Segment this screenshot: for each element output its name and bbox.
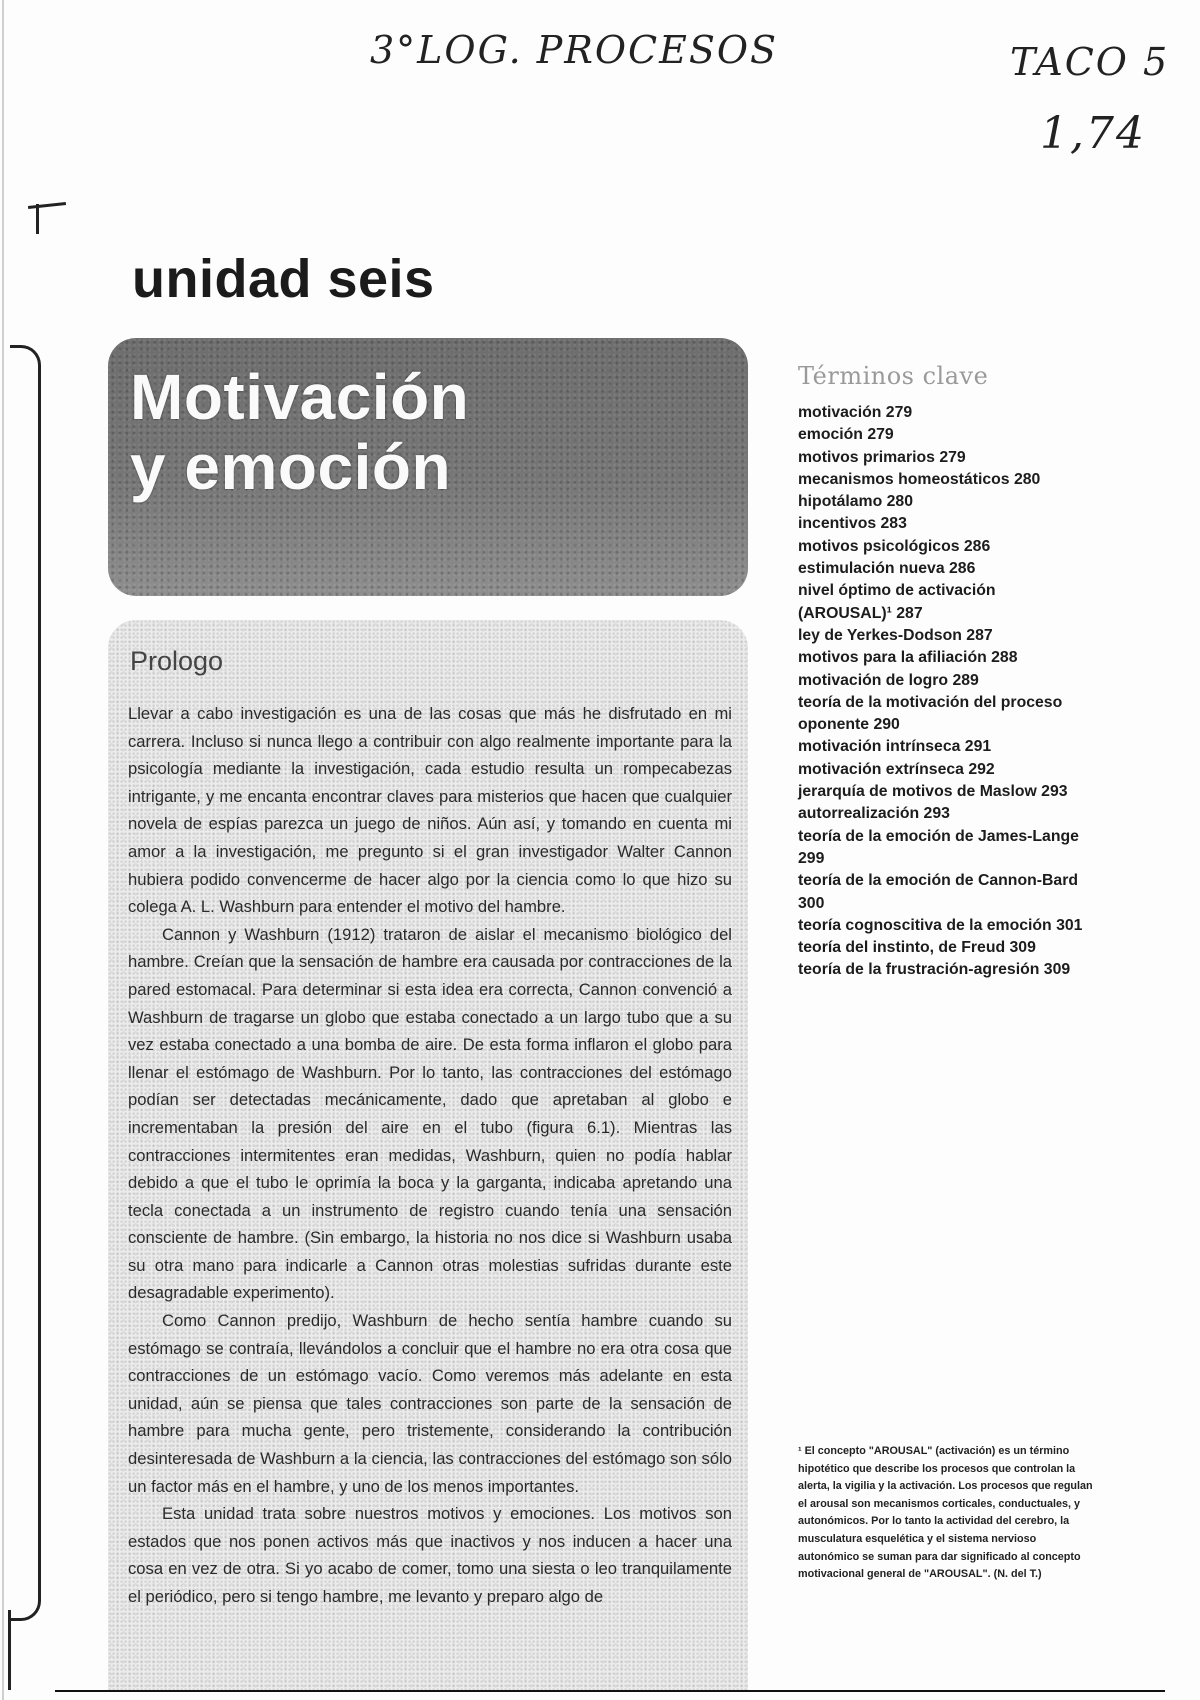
bottom-rule [55, 1690, 1165, 1692]
key-terms-list [798, 402, 1168, 982]
prologue-paragraph: Cannon y Washburn (1912) trataron de aislar el mecanismo biológico del hambre. Creían que la sensación de hambre era causada por contracciones de la pared estomacal. Para determinar si esta idea era correcta, Cannon convenció a Washburn de tragarse un globo que estaba conectado a un largo tubo que a su vez estaba conectado a una bomba de aire. De esta forma inflaron el globo para llenar el estómago de Washburn. Por lo tanto, las contracciones del estómago podían ser detectadas mecánicamente, dado que apretaban al globo e incrementaban la presión del aire en el tubo (figura 6.1). Mientras las contracciones intermitentes eran medidas, Washburn, quien no podía hablar debido a que el tubo le oprimía la boca y la garganta, indicaba apretando una tecla conectada a un instrumento de registro cuando tenía una sensación consciente de hambre. (Sin embargo, la historia no nos dice si Washburn usaba su otra mano para indicarle a Cannon otras molestias sufridas durante este desagradable experimento). [128, 924, 732, 1303]
prologue-paragraph: Como Cannon predijo, Washburn de hecho sentía hambre cuando su estómago se contraía, llevándolos a concluir que el hambre no era otra cosa que contracciones de un estómago vacío. Como veremos más adelante en esta unidad, aún se piensa que tales contracciones son parte de la sensación de hambre para mucha gente, pero tristemente, considerando la contribución desinteresada de Washburn a la ciencia, las contracciones del estómago son sólo un factor más en el hambre, y uno de los menos importantes. [128, 1311, 732, 1496]
handwritten-bracket [10, 345, 41, 1621]
key-term-item: emoción 279 [798, 426, 894, 444]
key-term-item: nivel óptimo de activación [798, 582, 996, 600]
key-term-item: motivos primarios 279 [798, 448, 966, 466]
handwritten-corner-mark [28, 198, 68, 238]
key-term-item: incentivos 283 [798, 515, 907, 533]
key-term-item: hipotálamo 280 [798, 493, 913, 511]
handwritten-taco-note: TACO 5 [1010, 40, 1170, 84]
translator-footnote: ¹ El concepto "AROUSAL" (activación) es un término hipotético que describe los procesos que controlan la alerta, la vigilia y la activación. Los procesos que regulan el arousal son mecanismos corticales, conductuales, y autonómicos. Por lo tanto la actividad del cerebro, la musculatura esquelética y el sistema nervioso autonómico se suman para dar significado al concepto motivacional general de "AROUSAL". (N. del T.) [798, 1445, 1093, 1581]
prologue-text [128, 700, 732, 1611]
chapter-title-line-2: y emoción [130, 431, 452, 503]
key-term-item: autorrealización 293 [798, 805, 950, 823]
prologue-paragraph: Llevar a cabo investigación es una de las cosas que más he disfrutado en mi carrera. Incluso si nunca llego a contribuir con algo realmente importante para la psicología mediante la investigación, cada estudio resulta un rompecabezas intrigante, y me encanta encontrar claves para misterios que hacen que cualquier novela de espías parezca un juego de niños. Aún así, y tomando en cuenta mi amor a la investigación, me pregunto si el gran investigador Walter Cannon hubiera podido convencerme de hacer algo por la ciencia como lo que hizo su colega A. L. Washburn para entender el motivo del hambre. [128, 704, 732, 917]
chapter-title-line-1: Motivación [130, 361, 470, 433]
key-term-item: jerarquía de motivos de Maslow 293 [798, 783, 1068, 801]
key-term-item: teoría de la motivación del proceso [798, 693, 1063, 711]
key-term-item: estimulación nueva 286 [798, 560, 976, 578]
handwritten-bracket-tick [8, 1610, 11, 1690]
unit-label: unidad seis [132, 249, 435, 309]
handwritten-number-note: 1,74 [1040, 108, 1146, 159]
key-term-item: motivos para la afiliación 288 [798, 649, 1018, 667]
key-term-item: 299 [798, 849, 825, 867]
key-term-item: motivación 279 [798, 404, 913, 421]
key-term-item: mecanismos homeostáticos 280 [798, 470, 1041, 488]
key-term-item: teoría de la emoción de Cannon-Bard [798, 872, 1079, 890]
key-term-item: teoría del instinto, de Freud 309 [798, 939, 1036, 957]
key-term-item: motivación de logro 289 [798, 671, 979, 689]
key-term-item: motivación extrínseca 292 [798, 760, 995, 778]
key-term-item: (AROUSAL)¹ 287 [798, 604, 923, 622]
handwritten-course-note: 3°LOG. PROCESOS [370, 28, 779, 72]
page-left-edge [2, 0, 4, 1700]
key-term-item: 300 [798, 894, 825, 912]
key-terms-sidebar [798, 362, 1168, 982]
key-terms-heading: Términos clave [798, 362, 989, 390]
key-term-item: teoría de la frustración-agresión 309 [798, 961, 1071, 979]
prologue-heading: Prologo [130, 646, 224, 676]
chapter-title-box [108, 338, 748, 596]
key-term-item: motivación intrínseca 291 [798, 738, 992, 756]
key-term-item: teoría cognoscitiva de la emoción 301 [798, 916, 1083, 934]
prologue-paragraph: Esta unidad trata sobre nuestros motivos y emociones. Los motivos son estados que nos ponen activos más que inactivos y nos inducen a hacer una cosa en vez de otra. Si yo acabo de comer, tomo una siesta o leo tranquilamente el periódico, pero si tengo hambre, me levanto y preparo algo de [128, 1504, 732, 1606]
key-term-item: oponente 290 [798, 716, 900, 734]
key-term-item: teoría de la emoción de James-Lange [798, 827, 1079, 845]
key-term-item: ley de Yerkes-Dodson 287 [798, 626, 993, 644]
key-term-item: motivos psicológicos 286 [798, 537, 991, 555]
prologue-box [108, 620, 748, 1690]
